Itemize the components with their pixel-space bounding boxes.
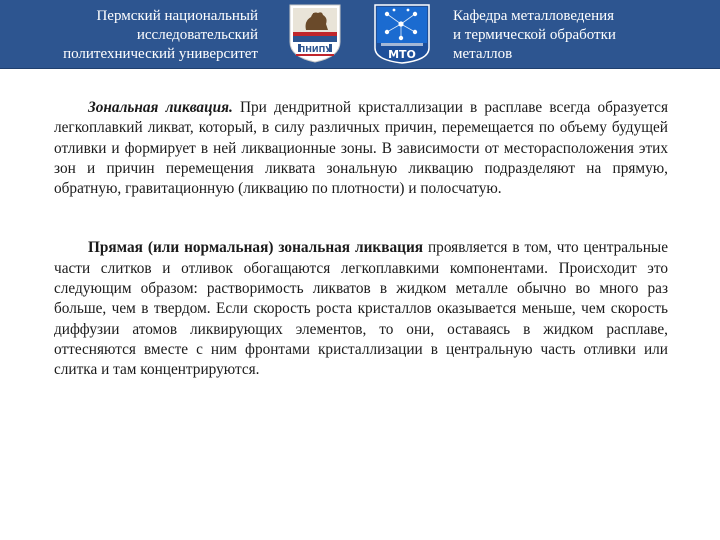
zonal-segregation-term: Зональная ликвация.	[88, 99, 233, 116]
university-name-line-2: исследовательский	[136, 27, 258, 43]
slide-body	[54, 98, 668, 381]
department-name-line-1: Кафедра металловедения	[453, 8, 615, 24]
department-name	[453, 7, 713, 64]
zonal-segregation-paragraph	[54, 98, 668, 199]
department-name-line-3: металлов	[453, 46, 513, 62]
university-name-line-1: Пермский национальный	[96, 8, 258, 24]
header-bar	[0, 0, 720, 69]
direct-segregation-text: проявляется в том, что центральные части слитков и отливок обогащаются легкоплавкими компонентами. Происходит это следующим образом: растворимость ликватов в жидком металле обычно во много раз больше, чем в твердом. Если скорость роста кристаллов оказывается меньше, чем скорость диффузии атомов ликвирующих элементов, то они, оставаясь в жидком расплаве, оттесняются вместе с ним фронтами кристаллизации в центральную часть отливки или слитка и там концентрируются.	[54, 239, 668, 379]
direct-segregation-paragraph	[54, 238, 668, 380]
university-name-line-3: политехнический университет	[63, 46, 258, 62]
department-name-line-2: и термической обработки	[453, 27, 616, 43]
direct-segregation-term: Прямая (или нормальная) зональная ликвация	[88, 239, 424, 257]
pnipu-logo	[284, 2, 346, 64]
mio-logo	[371, 2, 433, 64]
mio-logo-text: МТО	[388, 48, 416, 61]
zonal-segregation-text: При дендритной кристаллизации в расплаве всегда образуется легкоплавкий ликват, который, в силу различных причин, перемещается по объему будущей отливки и формирует в ней ликвационные зоны. В зависимости от месторасположения этих зон и причин перемещения ликвата зональную ликвацию подразделяют на прямую, обратную, гравитационную (ликвацию по плотности) и полосчатую.	[54, 99, 668, 198]
pnipu-logo-text: ПНИПУ	[298, 45, 332, 54]
university-name	[0, 7, 258, 64]
